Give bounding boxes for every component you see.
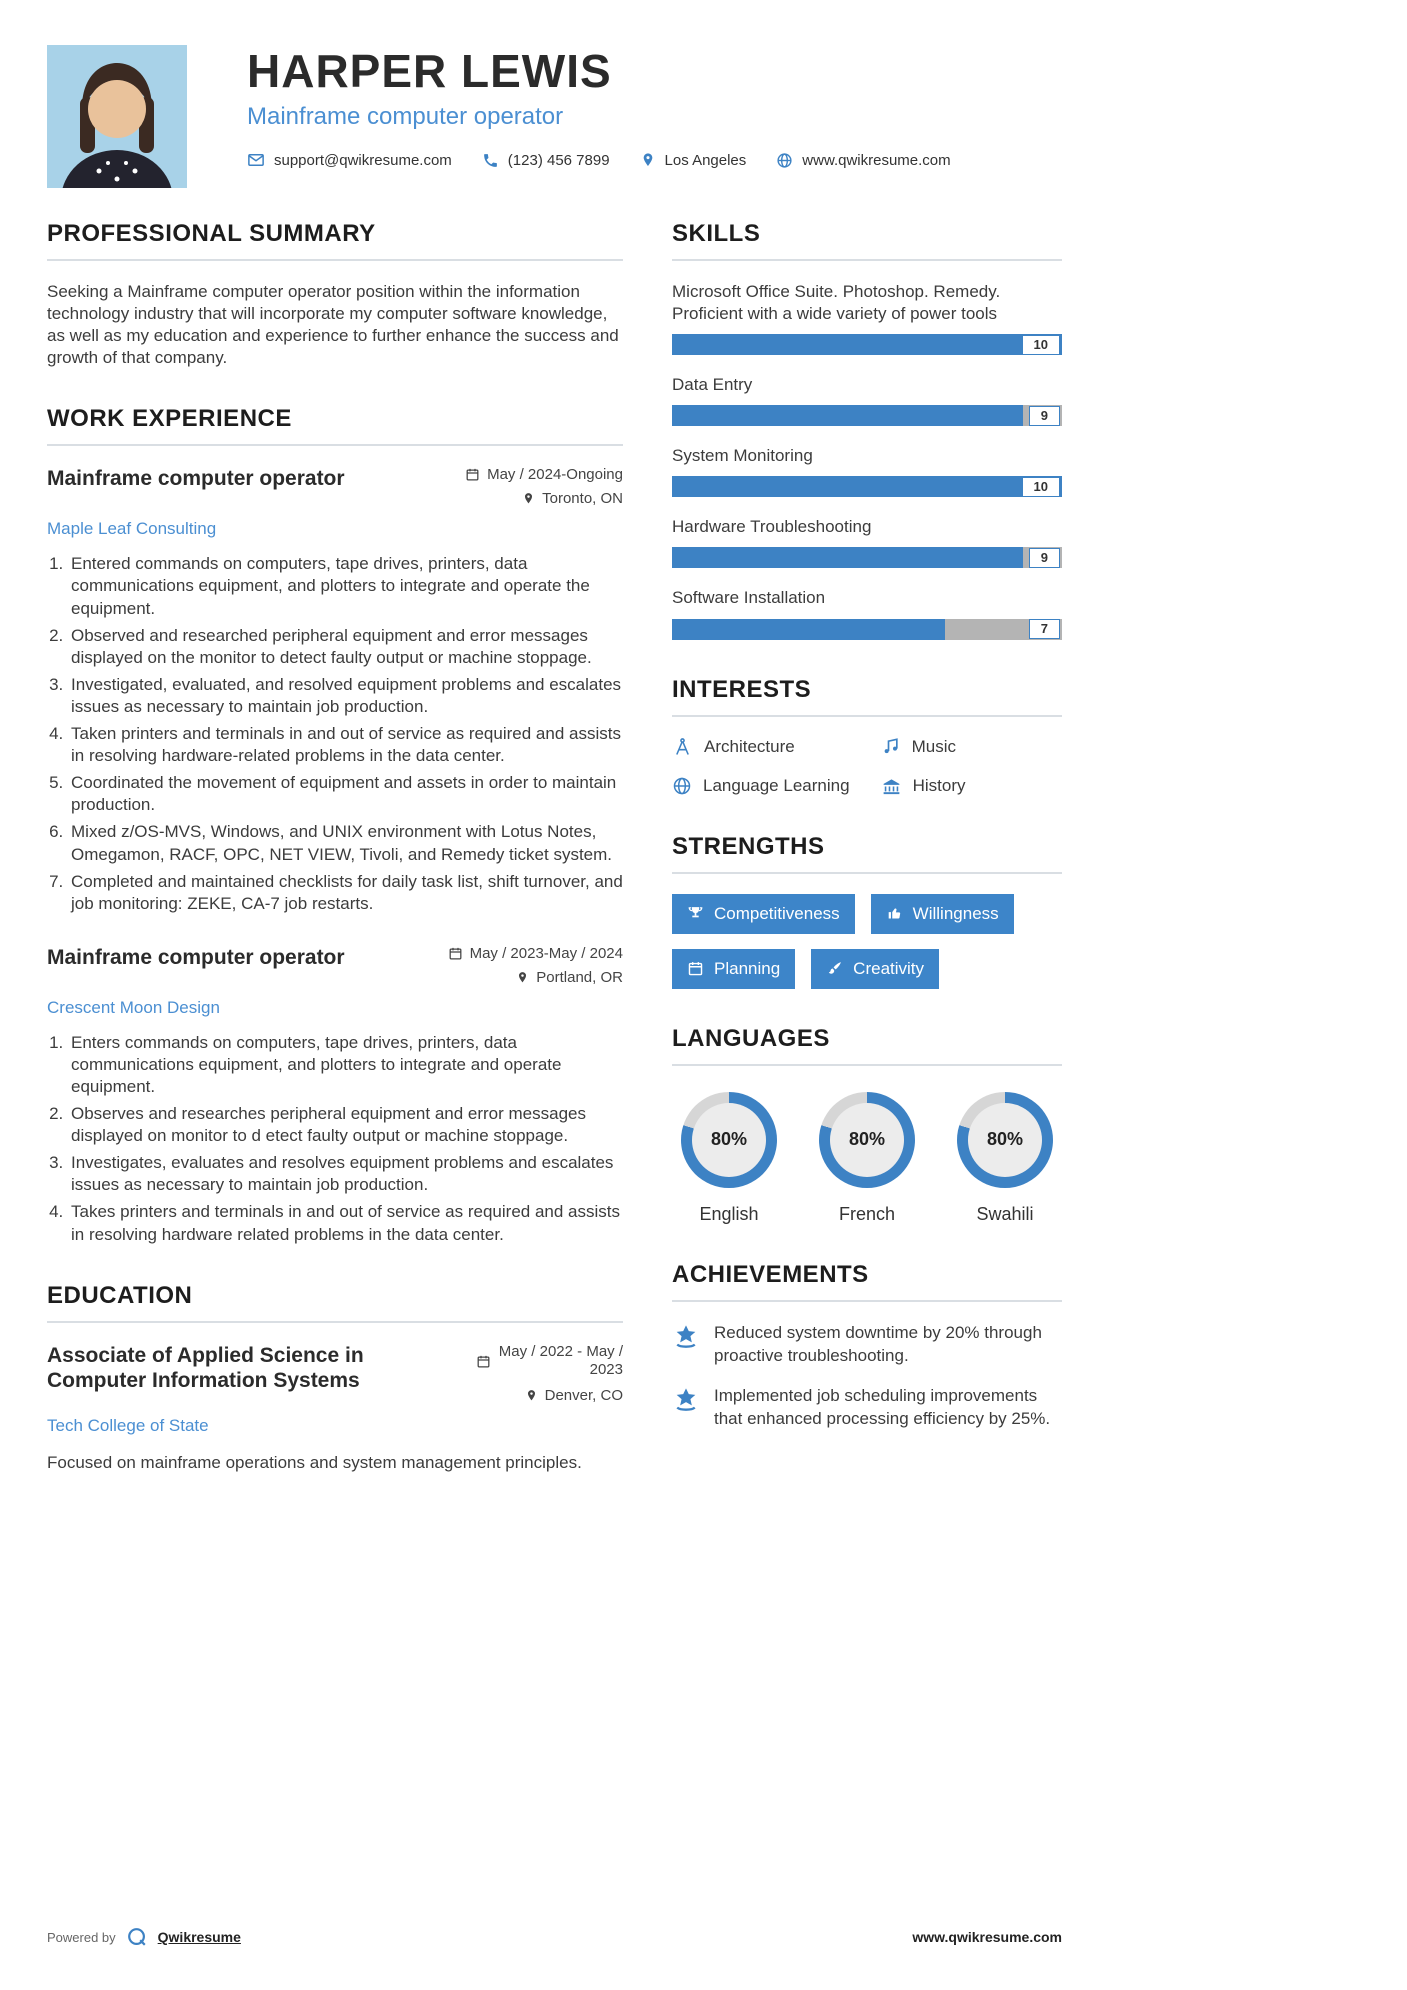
section-work-experience xyxy=(47,405,623,1245)
calendar-icon xyxy=(687,960,704,977)
contact-email-text: support@qwikresume.com xyxy=(274,151,452,169)
footer xyxy=(47,1926,1062,1948)
job-company: Maple Leaf Consulting xyxy=(47,519,217,539)
job-bullet: 4. Taken printers and terminals in and out of service as required and assists in resolving hardware-related problems in the data center. xyxy=(68,723,623,767)
skill-item xyxy=(672,587,1062,639)
interest-label: Language Learning xyxy=(703,776,850,796)
job-title: Mainframe computer operator xyxy=(47,467,345,491)
achievement-item xyxy=(672,1322,1062,1368)
contact-website-text: www.qwikresume.com xyxy=(802,151,951,169)
education-dates: May / 2022 - May / 2023 xyxy=(498,1342,623,1379)
achievement-text: Reduced system downtime by 20% through proactive troubleshooting. xyxy=(714,1322,1042,1365)
qwikresume-brand-link[interactable]: Qwikresume xyxy=(157,1929,241,1945)
skill-item xyxy=(672,516,1062,568)
profile-photo xyxy=(47,45,187,188)
job-bullet: 2. Observed and researched peripheral equipment and error messages displayed on the monitor to detect faulty output or machine stoppage. xyxy=(68,625,623,669)
interest-item xyxy=(672,737,881,758)
skill-bar-fill xyxy=(672,334,1062,355)
compass-icon xyxy=(672,737,693,758)
job-company: Crescent Moon Design xyxy=(47,997,220,1017)
job-bullet-list xyxy=(47,1032,623,1246)
job-bullet: 2. Observes and researches peripheral equipment and error messages displayed on monitor to d etect faulty output or machine stoppage. xyxy=(68,1103,623,1147)
strength-badge xyxy=(871,894,1014,934)
education-school: Tech College of State xyxy=(47,1416,209,1436)
section-professional-summary xyxy=(47,220,623,369)
job-location: Toronto, ON xyxy=(542,490,623,508)
language-label: English xyxy=(699,1203,759,1224)
pin-icon xyxy=(525,1389,538,1402)
job-bullet: 1. Enters commands on computers, tape drives, printers, data communications equipment, and plotters to integrate and operate equipment. xyxy=(68,1032,623,1098)
summary-heading: PROFESSIONAL SUMMARY xyxy=(47,220,623,261)
calendar-icon xyxy=(448,946,463,961)
header xyxy=(0,0,1407,188)
section-languages xyxy=(672,1025,1062,1225)
interest-label: Architecture xyxy=(704,737,795,757)
pin-icon xyxy=(522,492,535,505)
profile-photo-illustration xyxy=(47,45,187,188)
contact-email[interactable] xyxy=(247,151,452,169)
strength-badge xyxy=(672,949,795,989)
candidate-name: HARPER LEWIS xyxy=(247,45,612,97)
skill-bar xyxy=(672,476,1062,497)
language-item xyxy=(950,1092,1060,1225)
language-percent: 80% xyxy=(848,1129,886,1150)
achievement-text: Implemented job scheduling improvements that enhanced processing efficiency by 25%. xyxy=(714,1386,1051,1429)
summary-text: Seeking a Mainframe computer operator position within the information technology industry that will incorporate my computer software knowledge, as well as my education and experience to further enhance the success and growth of that company. xyxy=(47,282,619,368)
content-columns xyxy=(47,220,1407,1510)
job-location: Portland, OR xyxy=(536,968,623,986)
globe-icon xyxy=(776,152,793,169)
work-heading: WORK EXPERIENCE xyxy=(47,405,623,446)
left-column xyxy=(47,220,623,1510)
skill-score: 9 xyxy=(1029,406,1060,426)
trophy-icon xyxy=(687,905,704,922)
job-bullet: 4. Takes printers and terminals in and out of service as required and assists in resolving hardware related problems in the data center. xyxy=(68,1201,623,1245)
header-info xyxy=(247,45,951,169)
job-meta xyxy=(448,945,623,993)
contact-phone[interactable] xyxy=(482,152,610,169)
contact-website[interactable] xyxy=(776,152,950,169)
skill-score: 9 xyxy=(1029,548,1060,568)
strength-badge xyxy=(811,949,939,989)
skill-bar xyxy=(672,619,1062,640)
language-progress-ring xyxy=(819,1092,915,1188)
skill-bar-fill xyxy=(672,476,1062,497)
language-progress-ring xyxy=(681,1092,777,1188)
strength-label: Willingness xyxy=(912,903,999,923)
skill-label: Data Entry xyxy=(672,375,753,395)
education-description: Focused on mainframe operations and system management principles. xyxy=(47,1453,582,1473)
education-meta xyxy=(476,1343,623,1412)
language-label: Swahili xyxy=(976,1203,1034,1224)
job-entry xyxy=(47,945,623,1246)
education-location: Denver, CO xyxy=(544,1387,623,1405)
pin-icon xyxy=(516,971,529,984)
languages-heading: LANGUAGES xyxy=(672,1025,1062,1066)
strength-label: Competitiveness xyxy=(714,903,840,923)
award-star-icon xyxy=(672,1323,700,1351)
job-bullet: 3. Investigated, evaluated, and resolved equipment problems and escalates issues as necessary to maintain job production. xyxy=(68,674,623,718)
calendar-icon xyxy=(465,467,480,482)
strengths-heading: STRENGTHS xyxy=(672,833,1062,874)
section-achievements xyxy=(672,1261,1062,1432)
skill-bar xyxy=(672,405,1062,426)
interest-item xyxy=(881,776,1062,797)
contact-row xyxy=(247,151,951,169)
thumbs-up-icon xyxy=(886,905,903,922)
phone-icon xyxy=(482,152,499,169)
section-interests xyxy=(672,676,1062,797)
section-education xyxy=(47,1282,623,1475)
right-column xyxy=(672,220,1062,1510)
language-progress-ring xyxy=(957,1092,1053,1188)
language-percent: 80% xyxy=(986,1129,1024,1150)
qwikresume-logo-icon xyxy=(126,1926,148,1948)
language-percent: 80% xyxy=(710,1129,748,1150)
education-heading: EDUCATION xyxy=(47,1282,623,1323)
skill-label: Software Installation xyxy=(672,588,826,608)
language-item xyxy=(812,1092,922,1225)
job-title: Mainframe computer operator xyxy=(47,945,345,969)
pin-icon xyxy=(640,152,656,168)
skill-bar xyxy=(672,334,1062,355)
job-meta xyxy=(465,466,623,514)
skill-label: Hardware Troubleshooting xyxy=(672,517,872,537)
footer-website[interactable]: www.qwikresume.com xyxy=(912,1929,1062,1945)
calendar-icon xyxy=(476,1354,491,1369)
contact-location xyxy=(640,152,747,169)
strength-label: Creativity xyxy=(853,958,925,978)
section-skills xyxy=(672,220,1062,640)
interest-label: Music xyxy=(911,737,956,757)
contact-phone-text: (123) 456 7899 xyxy=(507,151,610,169)
skill-score: 10 xyxy=(1022,477,1060,497)
interest-label: History xyxy=(912,776,966,796)
skill-item xyxy=(672,374,1062,426)
skill-label: Microsoft Office Suite. Photoshop. Remedy. Proficient with a wide variety of power tools xyxy=(672,282,1001,324)
skill-bar-fill xyxy=(672,619,945,640)
skill-item xyxy=(672,281,1062,355)
envelope-icon xyxy=(247,151,265,169)
skill-item xyxy=(672,445,1062,497)
skill-bar-fill xyxy=(672,547,1023,568)
job-dates: May / 2023-May / 2024 xyxy=(469,944,623,962)
job-bullet: 3. Investigates, evaluates and resolves equipment problems and escalates issues as necessary to maintain job production. xyxy=(68,1152,623,1196)
paintbrush-icon xyxy=(826,960,843,977)
achievements-heading: ACHIEVEMENTS xyxy=(672,1261,1062,1302)
job-bullet: 1. Entered commands on computers, tape drives, printers, data communications equipment, and plotters to integrate and operate the equipment. xyxy=(68,553,623,619)
interest-item xyxy=(881,737,1062,758)
skill-score: 10 xyxy=(1022,335,1060,355)
job-bullet: 6. Mixed z/OS-MVS, Windows, and UNIX environment with Lotus Notes, Omegamon, RACF, OPC, NET VIEW, Tivoli, and Remedy ticket system. xyxy=(68,821,623,865)
job-dates: May / 2024-Ongoing xyxy=(487,466,623,484)
job-bullet: 7. Completed and maintained checklists for daily task list, shift turnover, and job monitoring: ZEKE, CA-7 job restarts. xyxy=(68,871,623,915)
skill-bar-fill xyxy=(672,405,1023,426)
skill-label: System Monitoring xyxy=(672,446,813,466)
interest-item xyxy=(672,776,881,797)
museum-icon xyxy=(881,776,902,797)
strength-badge xyxy=(672,894,855,934)
contact-location-text: Los Angeles xyxy=(664,151,747,169)
interests-heading: INTERESTS xyxy=(672,676,1062,717)
job-bullet-list xyxy=(47,553,623,914)
section-strengths xyxy=(672,833,1062,989)
powered-by-label: Powered by xyxy=(47,1929,116,1945)
skill-score: 7 xyxy=(1029,619,1060,639)
strength-label: Planning xyxy=(714,958,781,978)
music-note-icon xyxy=(881,737,901,757)
job-bullet: 5. Coordinated the movement of equipment and assets in order to maintain production. xyxy=(68,772,623,816)
award-star-icon xyxy=(672,1386,700,1414)
candidate-title: Mainframe computer operator xyxy=(247,103,564,131)
skills-heading: SKILLS xyxy=(672,220,1062,261)
achievement-item xyxy=(672,1385,1062,1431)
language-label: French xyxy=(838,1203,896,1224)
skill-bar xyxy=(672,547,1062,568)
language-item xyxy=(674,1092,784,1225)
job-entry xyxy=(47,466,623,914)
degree-title: Associate of Applied Science in Computer Information Systems xyxy=(47,1343,364,1392)
globe-icon xyxy=(672,776,692,796)
